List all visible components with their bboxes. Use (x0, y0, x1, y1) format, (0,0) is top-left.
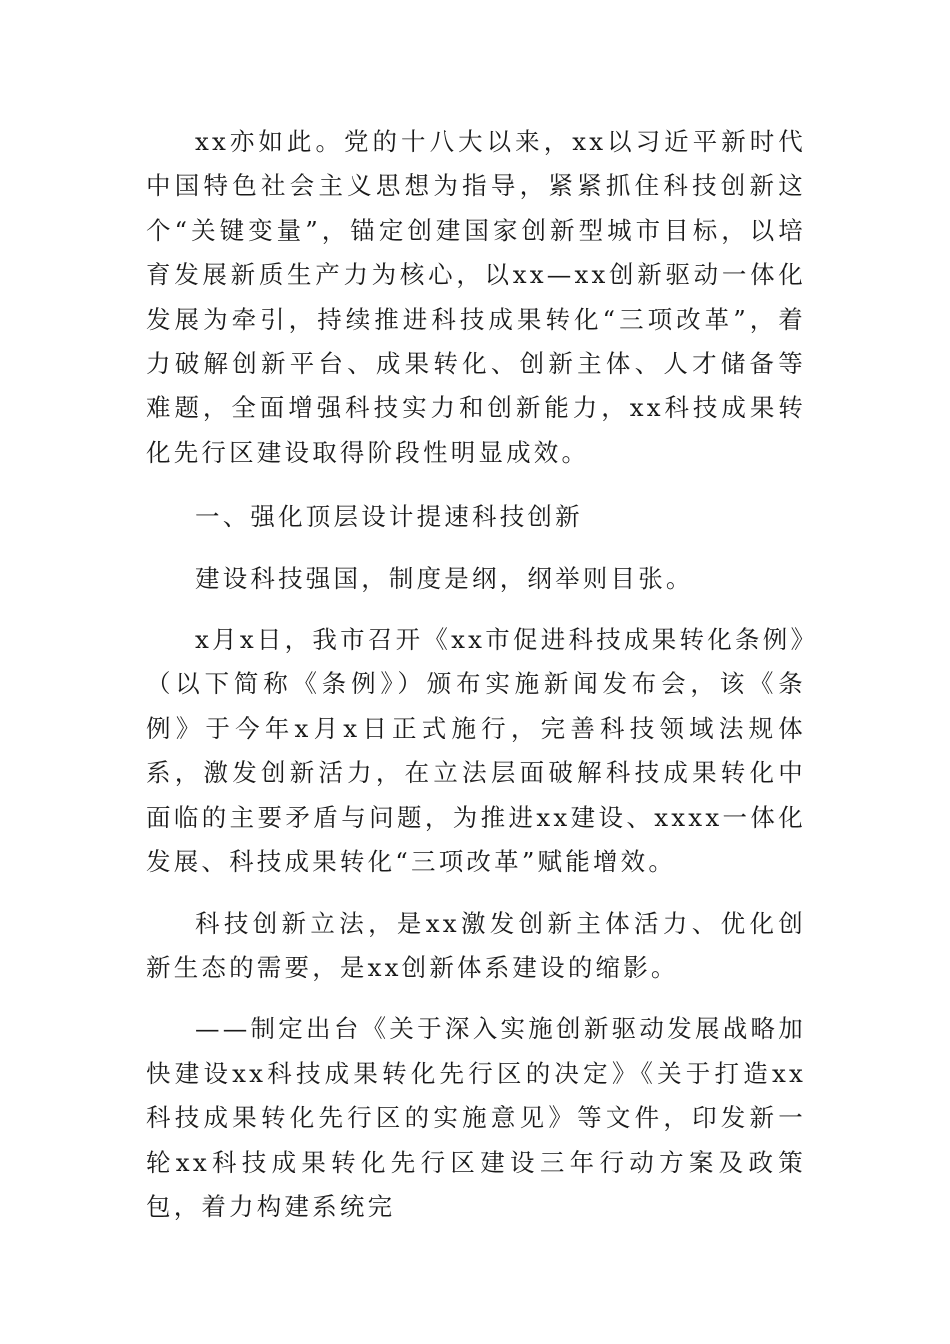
document-body (146, 120, 806, 1229)
paragraph-regulation: x月x日，我市召开《xx市促进科技成果转化条例》（以下简称《条例》）颁布实施新闻发布会，该《条例》于今年x月x日正式施行，完善科技领域法规体系，激发创新活力，在立法层面破解科技成果转化中面临的主要矛盾与问题，为推进xx建设、xxxx一体化发展、科技成果转化“三项改革”赋能增效。 (146, 625, 806, 877)
paragraph-institution: 建设科技强国，制度是纲，纲举则目张。 (195, 563, 694, 593)
paragraph-legislation: 科技创新立法，是xx激发创新主体活力、优化创新生态的需要，是xx创新体系建设的缩影。 (146, 908, 806, 982)
paragraph-policy: ——制定出台《关于深入实施创新驱动发展战略加快建设xx科技成果转化先行区的决定》《关于打造xx科技成果转化先行区的实施意见》等文件，印发新一轮xx科技成果转化先行区建设三年行动方案及政策包，着力构建系统完 (146, 1014, 806, 1221)
section-heading: 一、强化顶层设计提速科技创新 (195, 502, 583, 532)
paragraph-intro: xx亦如此。党的十八大以来，xx以习近平新时代中国特色社会主义思想为指导，紧紧抓住科技创新这个“关键变量”，锚定创建国家创新型城市目标，以培育发展新质生产力为核心，以xx—xx创新驱动一体化发展为牵引，持续推进科技成果转化“三项改革”，着力破解创新平台、成果转化、创新主体、人才储备等难题，全面增强科技实力和创新能力，xx科技成果转化先行区建设取得阶段性明显成效。 (146, 127, 806, 467)
